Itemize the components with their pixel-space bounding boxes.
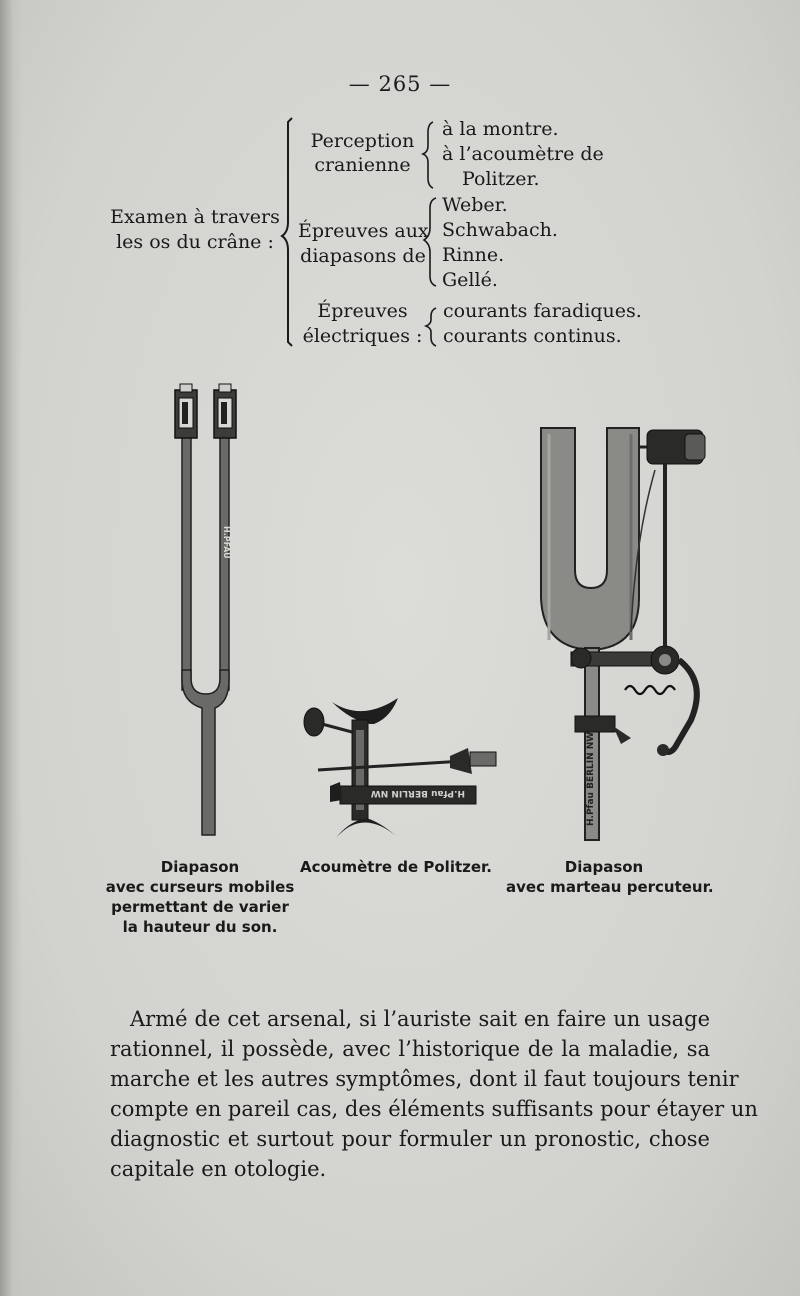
caption-fork-sliders-line2: avec curseurs mobiles xyxy=(105,878,295,896)
page-number: — 265 — xyxy=(348,72,452,96)
paragraph-line-6: capitale en otologie. xyxy=(110,1157,327,1181)
diapason-item-gelle: Gellé. xyxy=(442,269,498,291)
body-paragraph xyxy=(110,1004,758,1184)
electriques-label-line1: Épreuves xyxy=(317,300,408,322)
paragraph-line-4: compte en pareil cas, des éléments suffisants pour étayer un xyxy=(110,1097,758,1121)
fork1-maker-mark: H.PFAU xyxy=(222,526,231,559)
fork2-maker-mark: H.Pfau BERLIN NW xyxy=(586,731,596,826)
perception-item-montre: à la montre. xyxy=(442,118,559,140)
electriques-label-line2: électriques : xyxy=(302,325,423,347)
examen-label-line2: les os du crâne : xyxy=(116,231,274,253)
perception-item-politzer: Politzer. xyxy=(462,168,540,190)
diapasons-label-line2: diapasons de xyxy=(300,245,426,267)
caption-fork-sliders-line1: Diapason xyxy=(160,858,240,876)
diapason-item-rinne: Rinne. xyxy=(442,244,505,266)
paragraph-line-2: rationnel, il possède, avec l’historique de la maladie, sa xyxy=(110,1037,710,1061)
tuning-fork-hammer-illustration xyxy=(535,420,715,845)
caption-acoumetre: Acoumètre de Politzer. xyxy=(300,858,492,876)
caption-fork-sliders-line3: permettant de varier xyxy=(111,898,289,916)
diapason-item-weber: Weber. xyxy=(442,194,508,216)
acoumetre-maker-mark: H.Pfau BERLIN NW xyxy=(370,788,465,798)
caption-fork-hammer-line1: Diapason xyxy=(564,858,644,876)
diapason-item-schwabach: Schwabach. xyxy=(442,219,558,241)
paragraph-line-3: marche et les autres symptômes, dont il faut toujours tenir xyxy=(110,1067,739,1091)
paragraph-line-1: Armé de cet arsenal, si l’auriste sait en faire un usage xyxy=(130,1007,710,1031)
examen-label-line1: Examen à travers xyxy=(110,206,280,228)
electriques-item-continus: courants continus. xyxy=(443,325,622,347)
perception-label-line1: Perception xyxy=(310,130,415,152)
paragraph-line-5: diagnostic et surtout pour formuler un pronostic, chose xyxy=(110,1127,710,1151)
caption-fork-hammer-line2: avec marteau percuteur. xyxy=(506,878,714,896)
tuning-fork-sliders-illustration xyxy=(160,380,260,845)
caption-fork-sliders-line4: la hauteur du son. xyxy=(122,918,278,936)
perception-item-acoumetre: à l’acoumètre de xyxy=(442,143,604,165)
diapasons-label-line1: Épreuves aux xyxy=(298,220,429,242)
perception-label-line2: cranienne xyxy=(314,154,411,176)
electriques-item-faradiques: courants faradiques. xyxy=(443,300,642,322)
acoumetre-politzer-illustration xyxy=(300,690,500,840)
